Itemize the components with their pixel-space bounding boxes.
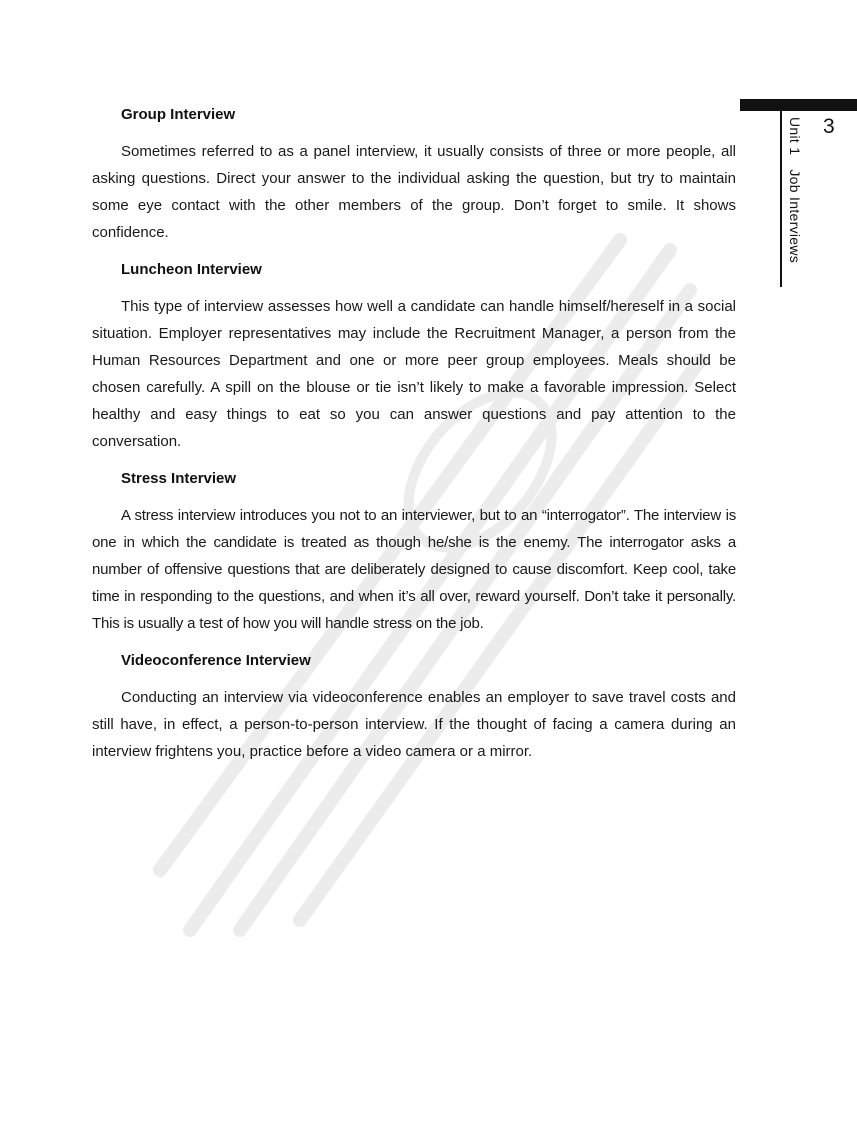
running-title [787,117,803,263]
running-header-tab [740,99,857,289]
section-heading: Videoconference Interview [121,652,311,669]
page-number: 3 [823,115,835,138]
section-heading: Stress Interview [121,470,237,487]
section-videoconference-interview [92,650,736,765]
section-group-interview [92,104,736,246]
section-luncheon-interview [92,259,736,455]
chapter-title: Job Interviews [787,169,803,264]
section-body: This type of interview assesses how well a candidate can handle himself/hereself in a social situation. Employer representatives may include the Recruitment Manager, a person from the Human Resources Department and one or more peer group employees. Meals should be chosen carefully. A spill on the blouse or tie isn’t likely to make a favorable impression. Select healthy and easy things to eat so you can answer questions and pay attention to the conversation. [92,298,736,450]
article-content [92,104,736,778]
section-body: A stress interview introduces you not to an interviewer, but to an “interrogator”. The interview is one in which the candidate is treated as though he/she is the enemy. The interrogator asks a number of offensive questions that are deliberately designed to cause discomfort. Keep cool, take time in responding to the questions, and when it’s all over, reward yourself. Don’t take it personally. This is usually a test of how you will handle stress on the job. [92,507,736,632]
section-heading: Group Interview [121,106,236,123]
section-stress-interview [92,468,736,637]
section-body: Sometimes referred to as a panel interview, it usually consists of three or more people, all asking questions. Direct your answer to the individual asking the question, but try to maintain some eye contact with the other members of the group. Don’t forget to smile. It shows confidence. [92,143,736,241]
section-body: Conducting an interview via videoconference enables an employer to save travel costs and still have, in effect, a person-to-person interview. If the thought of facing a camera during an interview frightens you, practice before a video camera or a mirror. [92,689,736,760]
unit-label: Unit 1 [787,117,803,156]
header-bar [740,99,857,111]
section-heading: Luncheon Interview [121,261,262,278]
header-rule [780,111,782,287]
